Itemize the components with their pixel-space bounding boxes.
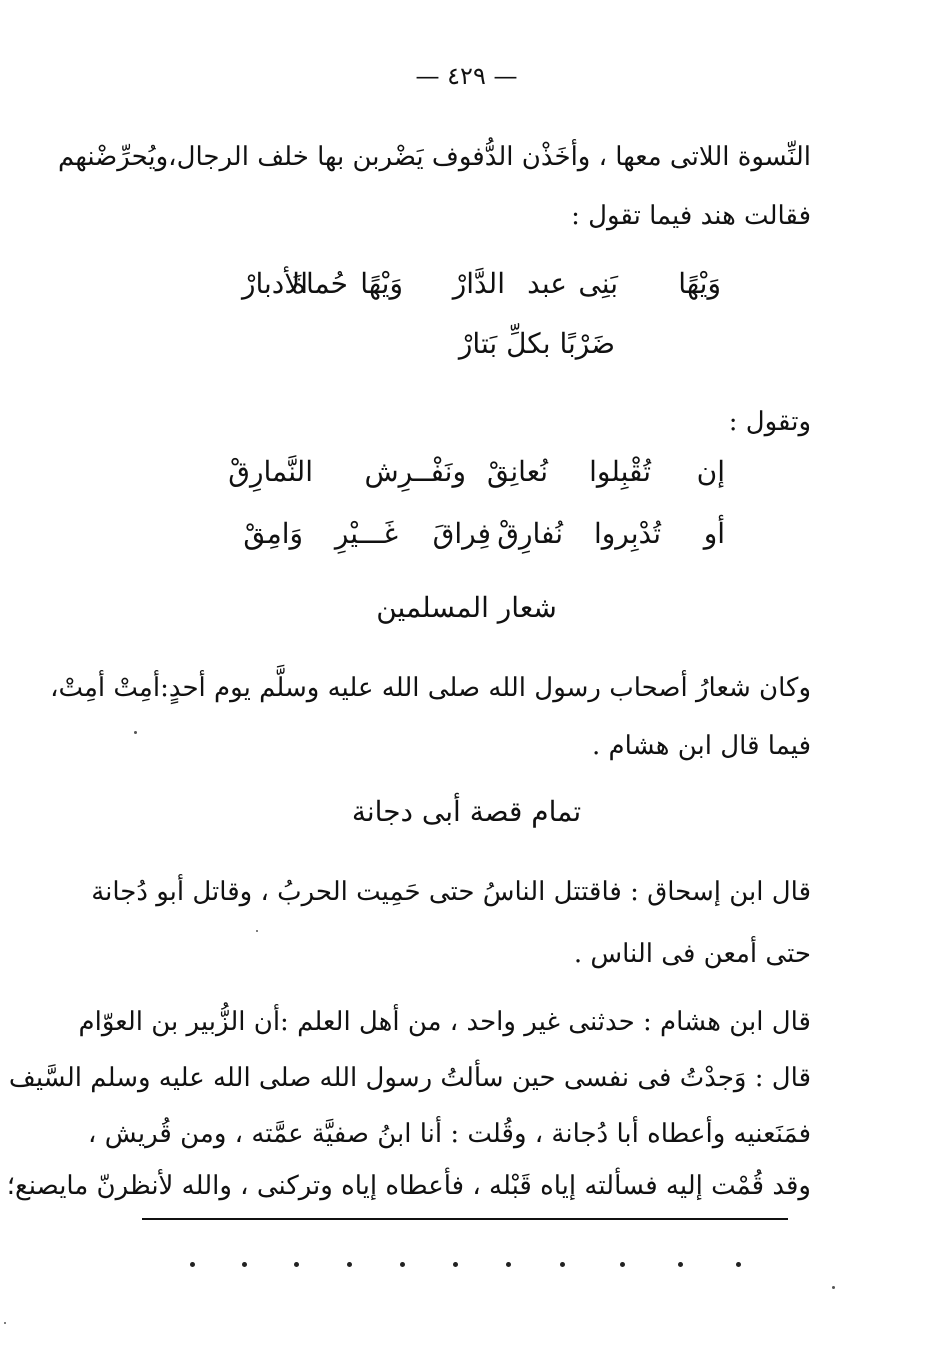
dot — [620, 1262, 625, 1267]
section-3-line-1: قال ابن هشام : حدثنى غير واحد ، من أهل العلم :أن الزُّبير بن العوّام — [78, 1007, 811, 1037]
verse-1-word: وَيْهًا — [678, 267, 721, 300]
dot — [678, 1262, 683, 1267]
section-heading-abu-dujana: تمام قصة أبى دجانة — [351, 795, 582, 828]
section-3-line-4: وقد قُمْت إليه فسألته إياه قَبْله ، فأعطاه إياه وتركنى ، والله لأنظرنّ مايصنع؛ — [6, 1171, 811, 1201]
verse-2-word: النَّمارِقْ — [228, 455, 313, 488]
verse-1-line-2 — [0, 324, 933, 364]
verse-1-word: الأدبارْ — [241, 267, 308, 300]
verse-1-word: عبد — [527, 267, 567, 300]
section-3-line-2: قال : وَجدْتُ فى نفسى حين سألتُ رسول الله صلى الله عليه وسلم السَّيف — [8, 1063, 811, 1093]
verse-1-line-2-text: ضَرْبًا بكلِّ بَتارْ — [458, 327, 615, 360]
page-number: — ٤٢٩ — — [415, 62, 518, 90]
verse-2-word: نُفارِقْ — [497, 517, 563, 550]
verse-2-word: تُدْبِروا — [593, 517, 661, 550]
verse-1-word: الدَّارْ — [452, 267, 505, 300]
verse-1-line-1 — [0, 264, 933, 304]
intro-line-2: فقالت هند فيما تقول : — [571, 201, 811, 231]
section-1-line-2: فيما قال ابن هشام . — [592, 731, 811, 761]
verse-2-word: وَامِقْ — [243, 517, 303, 550]
intro-line-1: النِّسوة اللاتى معها ، وأخَذْن الدُّفوف يَضْربن بها خلف الرجال،ويُحرِّضْنهم — [58, 142, 811, 172]
dot — [190, 1262, 195, 1267]
verse-1-word: بَنِى — [578, 267, 618, 300]
verse-2-word: ونَفْــرِش — [364, 455, 466, 488]
verse-2-word: نُعانِقْ — [487, 455, 548, 488]
verse-2-word: تُقْبِلوا — [589, 455, 651, 488]
verse-2-lead: وتقول : — [728, 407, 811, 437]
footer-dot-row — [190, 1262, 750, 1272]
footnote-rule — [142, 1218, 788, 1220]
dot — [347, 1262, 352, 1267]
dot — [736, 1262, 741, 1267]
dot — [506, 1262, 511, 1267]
dot — [242, 1262, 247, 1267]
ink-speck — [4, 1322, 6, 1324]
ink-speck — [832, 1286, 835, 1289]
verse-2-word: إن — [696, 455, 725, 488]
dot — [560, 1262, 565, 1267]
verse-1-word: حُماةَ — [291, 267, 348, 300]
verse-2-line-1 — [0, 452, 933, 492]
dot — [400, 1262, 405, 1267]
ink-speck — [134, 731, 137, 734]
dot — [453, 1262, 458, 1267]
ink-speck — [256, 930, 258, 932]
section-3-line-3: فمَنَعنيه وأعطاه أبا دُجانة ، وقُلت : أنا ابنُ صفيَّة عمَّته ، ومن قُريش ، — [88, 1119, 811, 1149]
verse-1-word: وَيْهًا — [360, 267, 403, 300]
dot — [294, 1262, 299, 1267]
section-heading-muslims-slogan: شعار المسلمين — [376, 591, 557, 624]
verse-2-line-2 — [0, 514, 933, 554]
verse-2-word: غَـــيْرِ — [334, 517, 398, 550]
verse-2-word: فِراقَ — [432, 517, 491, 550]
section-2-line-2: حتى أمعن فى الناس . — [573, 939, 811, 969]
verse-2-word: أو — [703, 517, 725, 550]
section-2-line-1: قال ابن إسحاق : فاقتتل الناسُ حتى حَمِيت الحربُ ، وقاتل أبو دُجانة — [91, 877, 811, 907]
section-1-line-1: وكان شعارُ أصحاب رسول الله صلى الله عليه وسلَّم يوم أحدٍ:أمِتْ أمِتْ، — [50, 673, 811, 703]
